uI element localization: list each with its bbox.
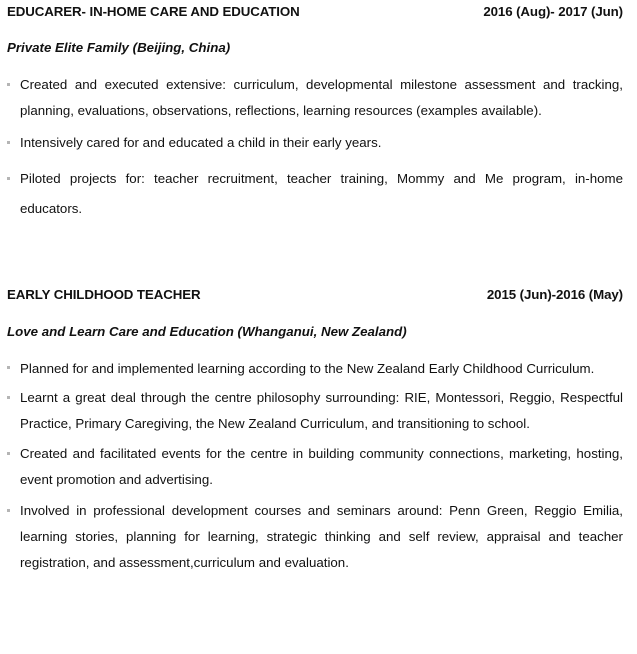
bullet-icon: [7, 452, 10, 455]
list-item: [0, 355, 637, 382]
job-title: EARLY CHILDHOOD TEACHER: [7, 287, 201, 302]
bullet-icon: [7, 141, 10, 144]
bullet-icon: [7, 83, 10, 86]
job-header: [0, 0, 637, 20]
list-item: [0, 164, 637, 224]
bullet-text: Piloted projects for: teacher recruitment, teacher training, Mommy and Me program, in-home educators.: [20, 171, 623, 216]
responsibilities-list: [0, 72, 637, 224]
bullet-text: Learnt a great deal through the centre philosophy surrounding: RIE, Montessori, Reggio, Respectful Practice, Primary Caregiving, the New Zealand Curriculum, and transitioning to school.: [20, 390, 623, 431]
job-header: [0, 283, 637, 303]
job-dates: 2016 (Aug)- 2017 (Jun): [483, 4, 623, 19]
company-name: Private Elite Family (Beijing, China): [7, 40, 231, 55]
list-item: [0, 498, 637, 576]
responsibilities-list: [0, 355, 637, 576]
bullet-text: Intensively cared for and educated a child in their early years.: [20, 135, 382, 150]
bullet-icon: [7, 366, 10, 369]
job-entry-educarer: [0, 0, 637, 216]
bullet-icon: [7, 396, 10, 399]
bullet-text: Created and executed extensive: curriculum, developmental milestone assessment and tracking, planning, evaluations, observations, reflections, learning resources (examples available).: [20, 77, 623, 118]
bullet-icon: [7, 509, 10, 512]
job-dates: 2015 (Jun)-2016 (May): [486, 287, 623, 302]
job-title: EDUCARER- IN-HOME CARE AND EDUCATION: [7, 4, 300, 19]
list-item: [0, 441, 637, 493]
bullet-text: Planned for and implemented learning according to the New Zealand Early Childhood Curriculum.: [20, 361, 595, 376]
list-item: [0, 72, 637, 124]
company-name: Love and Learn Care and Education (Whanganui, New Zealand): [7, 324, 407, 339]
list-item: [0, 385, 637, 437]
list-item: [0, 130, 637, 156]
bullet-text: Created and facilitated events for the centre in building community connections, marketing, hosting, event promotion and advertising.: [20, 446, 623, 487]
bullet-text: Involved in professional development courses and seminars around: Penn Green, Reggio Emilia, learning stories, planning for learning, strategic thinking and self review, appraisal and teacher registration, and assessment,curriculum and evaluation.: [20, 503, 623, 570]
job-entry-early-childhood-teacher: [0, 283, 637, 570]
bullet-icon: [7, 177, 10, 180]
